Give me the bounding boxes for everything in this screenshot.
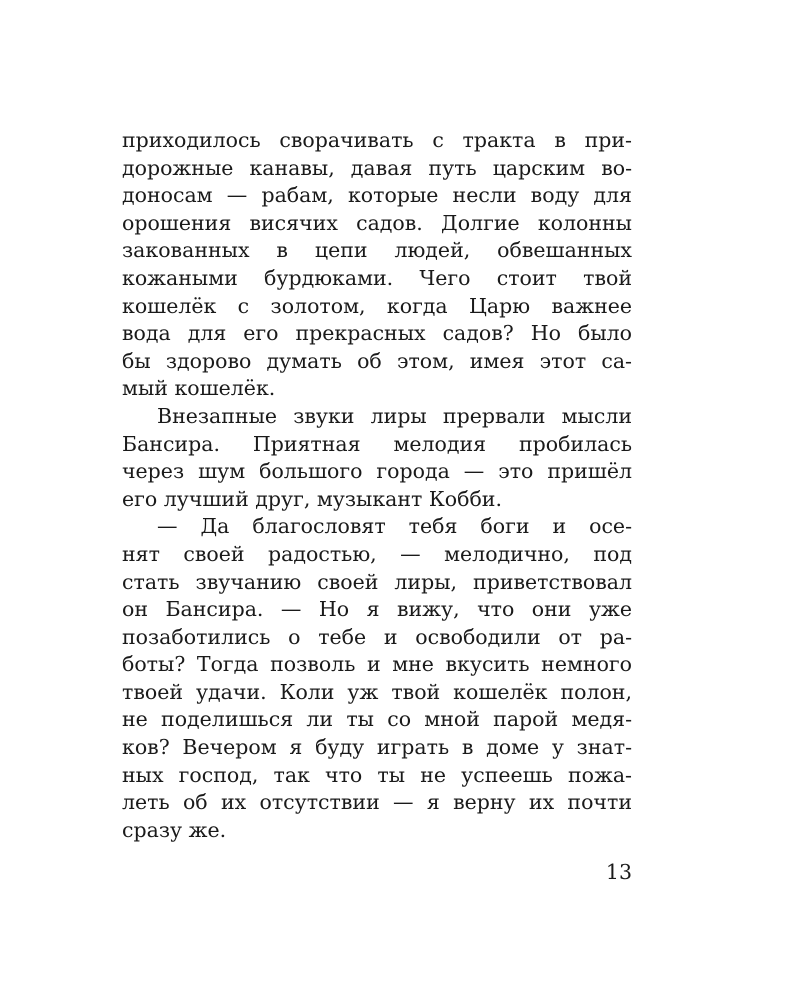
text-line: доносам — рабам, которые несли воду для xyxy=(122,183,632,208)
text-line: не поделишься ли ты со мной парой медя- xyxy=(122,707,632,732)
text-line: приходилось сворачивать с тракта в при- xyxy=(122,128,632,152)
text-line: вода для его прекрасных садов? Но было xyxy=(122,321,632,346)
text-line: боты? Тогда позволь и мне вкусить немного xyxy=(122,652,632,677)
text-line: через шум большого города — это пришёл xyxy=(122,459,632,484)
text-line: дорожные канавы, давая путь царским во- xyxy=(122,155,632,180)
text-line: кошелёк с золотом, когда Царю важнее xyxy=(122,293,632,318)
text-line: леть об их отсутствии — я верну их почти xyxy=(122,790,632,815)
text-line: позаботились о тебе и освободили от ра- xyxy=(122,624,632,649)
text-line: сразу же. xyxy=(122,817,227,842)
text-line: бы здорово думать об этом, имея этот са- xyxy=(122,348,632,373)
text-line: кожаными бурдюками. Чего стоит твой xyxy=(122,265,632,290)
text-line: орошения висячих садов. Долгие колонны xyxy=(122,210,632,235)
text-line: мый кошелёк. xyxy=(122,376,276,401)
text-line: твоей удачи. Коли уж твой кошелёк полон, xyxy=(122,679,632,704)
text-line: нят своей радостью, — мелодично, под xyxy=(122,541,632,566)
text-line: — Да благословят тебя боги и осе- xyxy=(157,514,632,539)
text-line: Внезапные звуки лиры прервали мысли xyxy=(157,403,632,428)
text-line: стать звучанию своей лиры, приветствовал xyxy=(122,569,632,594)
text-line: закованных в цепи людей, обвешанных xyxy=(122,238,632,263)
body-text xyxy=(122,127,632,844)
text-line: ков? Вечером я буду играть в доме у знат- xyxy=(122,735,632,760)
text-line: Бансира. Приятная мелодия пробилась xyxy=(122,431,632,456)
page-number: 13 xyxy=(605,860,632,884)
text-line: он Бансира. — Но я вижу, что они уже xyxy=(122,597,632,622)
text-line: его лучший друг, музыкант Кобби. xyxy=(122,486,502,511)
text-line: ных господ, так что ты не успеешь пожа- xyxy=(122,762,632,787)
